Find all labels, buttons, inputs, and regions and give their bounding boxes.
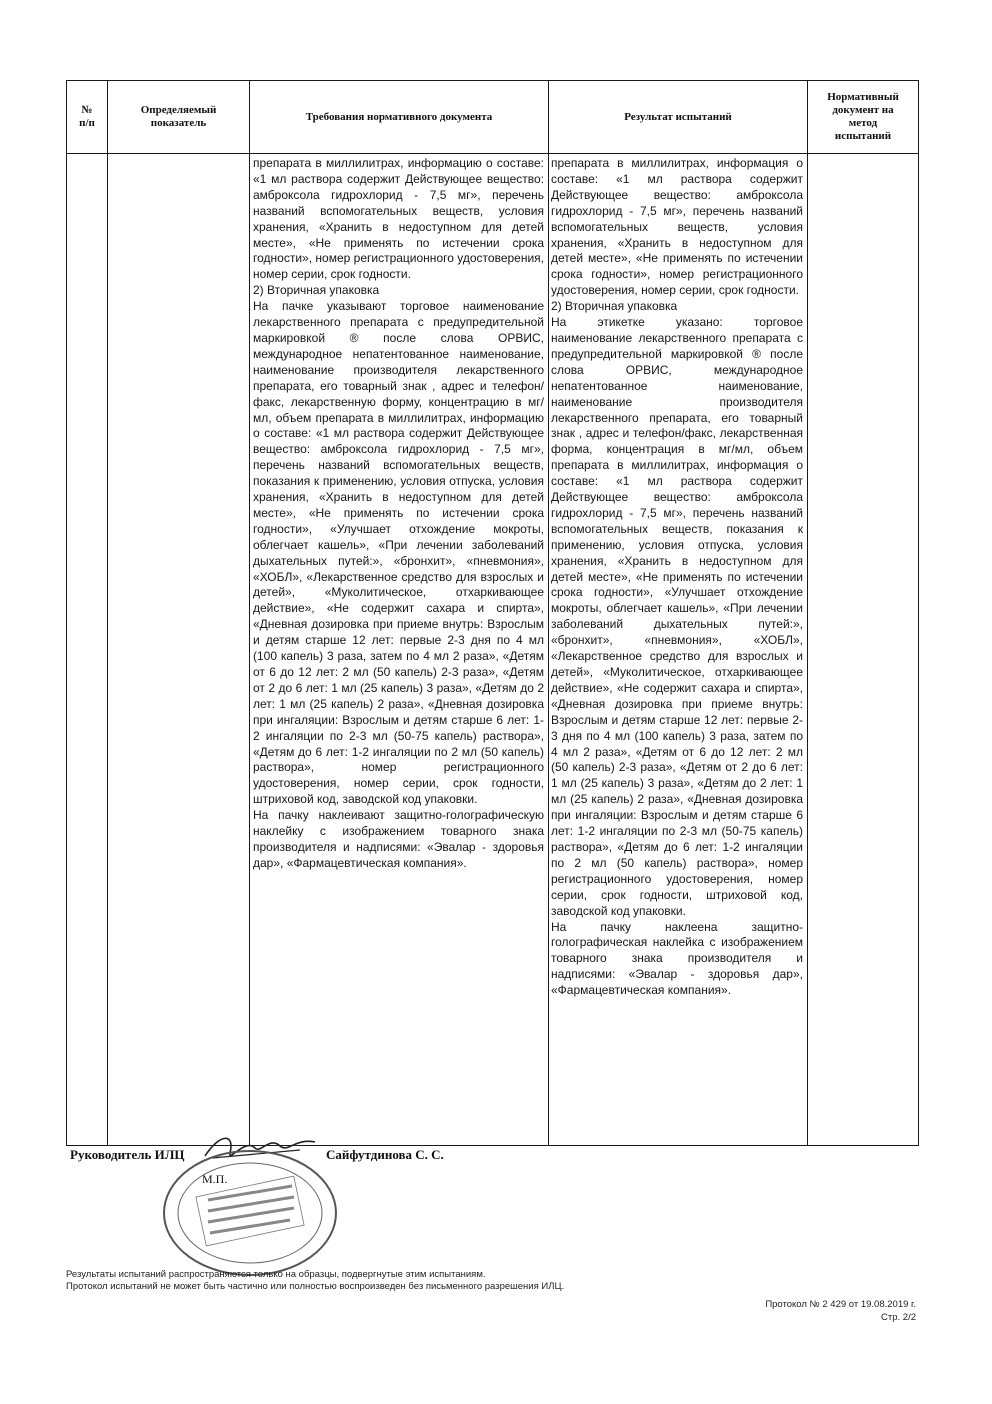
header-divider — [67, 153, 918, 154]
column-divider — [107, 81, 108, 1145]
footer-note-1: Результаты испытаний распространяются только на образцы, подвергнутые этим испытаниям. — [66, 1269, 486, 1280]
header-method: Нормативный документ на метод испытаний — [827, 91, 899, 142]
protocol-number: Протокол № 2 429 от 19.08.2019 г. — [765, 1299, 916, 1310]
header-num: № п/п — [79, 104, 95, 129]
results-table — [66, 80, 919, 1146]
page-number: Стр. 2/2 — [881, 1312, 916, 1323]
column-divider — [548, 81, 549, 1145]
signature-name: Сайфутдинова С. С. — [326, 1147, 444, 1162]
footer-note-2: Протокол испытаний не может быть частично или полностью воспроизведен без письменного разрешения ИЛЦ. — [66, 1281, 565, 1292]
result-cell: препарата в миллилитрах, информация о составе: «1 мл раствора содержит Действующее вещество: амброксола гидрохлорид - 7,5 мг», перечень названий вспомогательных веществ, условия хранения, «Хранить в недоступном для детей месте», «Не применять по истечении срока годности», номер регистрационного удостоверения, номер серии, срок годности. 2) Вторичная упаковка На этикетке указано: торговое наименование лекарственного препарата с предупредительной маркировкой ® после слова ОРВИС, международное непатентованное наименование, наименование производителя лекарственного препарата, его товарный знак , адрес и телефон/факс, лекарственная форма, концентрация в мг/мл, объем препарата в миллилитрах, информация о составе: «1 мл раствора содержит Действующее вещество: амброксола гидрохлорид - 7,5 мг», перечень названий вспомогательных веществ, показания к применению, условия отпуска, условия хранения, «Хранить в недоступном для детей месте», «Не применять по истечении срока годности», «Улучшает отхождение мокроты, облегчает кашель», «При лечении заболеваний дыхательных путей:», «бронхит», «пневмония», «ХОБЛ», «Лекарственное средство для взрослых и детей», «Муколитическое, отхаркивающее действие», «Не содержит сахара и спирта», «Дневная дозировка при приеме внутрь: Взрослым и детям старше 12 лет: первые 2-3 дня по 4 мл (100 капель) 3 раза, затем по 4 мл 2 раза», «Детям от 6 до 12 лет: 2 мл (50 капель) 2-3 раза», «Детям от 2 до 6 лет: 1 мл (25 капель) 3 раза», «Детям до 2 лет: 1 мл (25 капель) 2 раза», «Дневная дозировка при ингаляции: Взрослым и детям старше 6 лет: 1-2 ингаляции по 2-3 мл (50-75 капель) раствора», «Детям до 6 лет: 1-2 ингаляции по 2 мл (50 капель) раствора», номер регистрационного удостоверения, номер серии, срок годности, штриховой код, заводской код упаковки. На пачку наклеена защитно-голографическая наклейка с изображением товарного знака производителя и надписями: «Эвалар - здоровья дар», «Фармацевтическая компания». — [551, 156, 803, 998]
header-result: Результат испытаний — [624, 110, 732, 123]
signature-role: Руководитель ИЛЦ — [70, 1147, 185, 1162]
column-divider — [807, 81, 808, 1145]
requirements-cell: препарата в миллилитрах, информацию о составе: «1 мл раствора содержит Действующее вещество: амброксола гидрохлорид - 7,5 мг», перечень названий вспомогательных веществ, условия хранения, «Хранить в недоступном для детей месте», «Не применять по истечении срока годности», номер регистрационного удостоверения, номер серии, срок годности. 2) Вторичная упаковка На пачке указывают торговое наименование лекарственного препарата с предупредительной маркировкой ® после слова ОРВИС, международное непатентованное наименование, наименование производителя лекарственного препарата, его товарный знак , адрес и телефон/факс, лекарственную форму, концентрацию в мг/мл, объем препарата в миллилитрах, информацию о составе: «1 мл раствора содержит Действующее вещество: амброксола гидрохлорид - 7,5 мг», перечень названий вспомогательных веществ, показания к применению, условия отпуска, условия хранения, «Хранить в недоступном для детей месте», «Не применять по истечении срока годности», «Улучшает отхождение мокроты, облегчает кашель», «При лечении заболеваний дыхательных путей:», «бронхит», «пневмония», «ХОБЛ», «Лекарственное средство для взрослых и детей», «Муколитическое, отхаркивающее действие», «Не содержит сахара и спирта», «Дневная дозировка при приеме внутрь: Взрослым и детям старше 12 лет: первые 2-3 дня по 4 мл (100 капель) 3 раза, затем по 4 мл 2 раза», «Детям от 6 до 12 лет: 2 мл (50 капель) 2-3 раза», «Детям от 2 до 6 лет: 1 мл (25 капель) 3 раза», «Детям до 2 лет: 1 мл (25 капель) 2 раза», «Дневная дозировка при ингаляции: Взрослым и детям старше 6 лет: 1-2 ингаляции по 2-3 мл (50-75 капель) раствора», «Детям до 6 лет: 1-2 ингаляции по 2 мл (50 капель) раствора», номер регистрационного удостоверения, номер серии, срок годности, штриховой код, заводской код упаковки. На пачку наклеивают защитно-голографическую наклейку с изображением товарного знака производителя и надписями: «Эвалар - здоровья дар», «Фармацевтическая компания». — [253, 156, 544, 870]
header-indicator: Определяемый показатель — [140, 104, 217, 129]
column-divider — [249, 81, 250, 1145]
header-requirements: Требования нормативного документа — [305, 110, 493, 123]
stamp-mark: М.П. — [202, 1172, 228, 1186]
round-stamp — [160, 1148, 340, 1278]
